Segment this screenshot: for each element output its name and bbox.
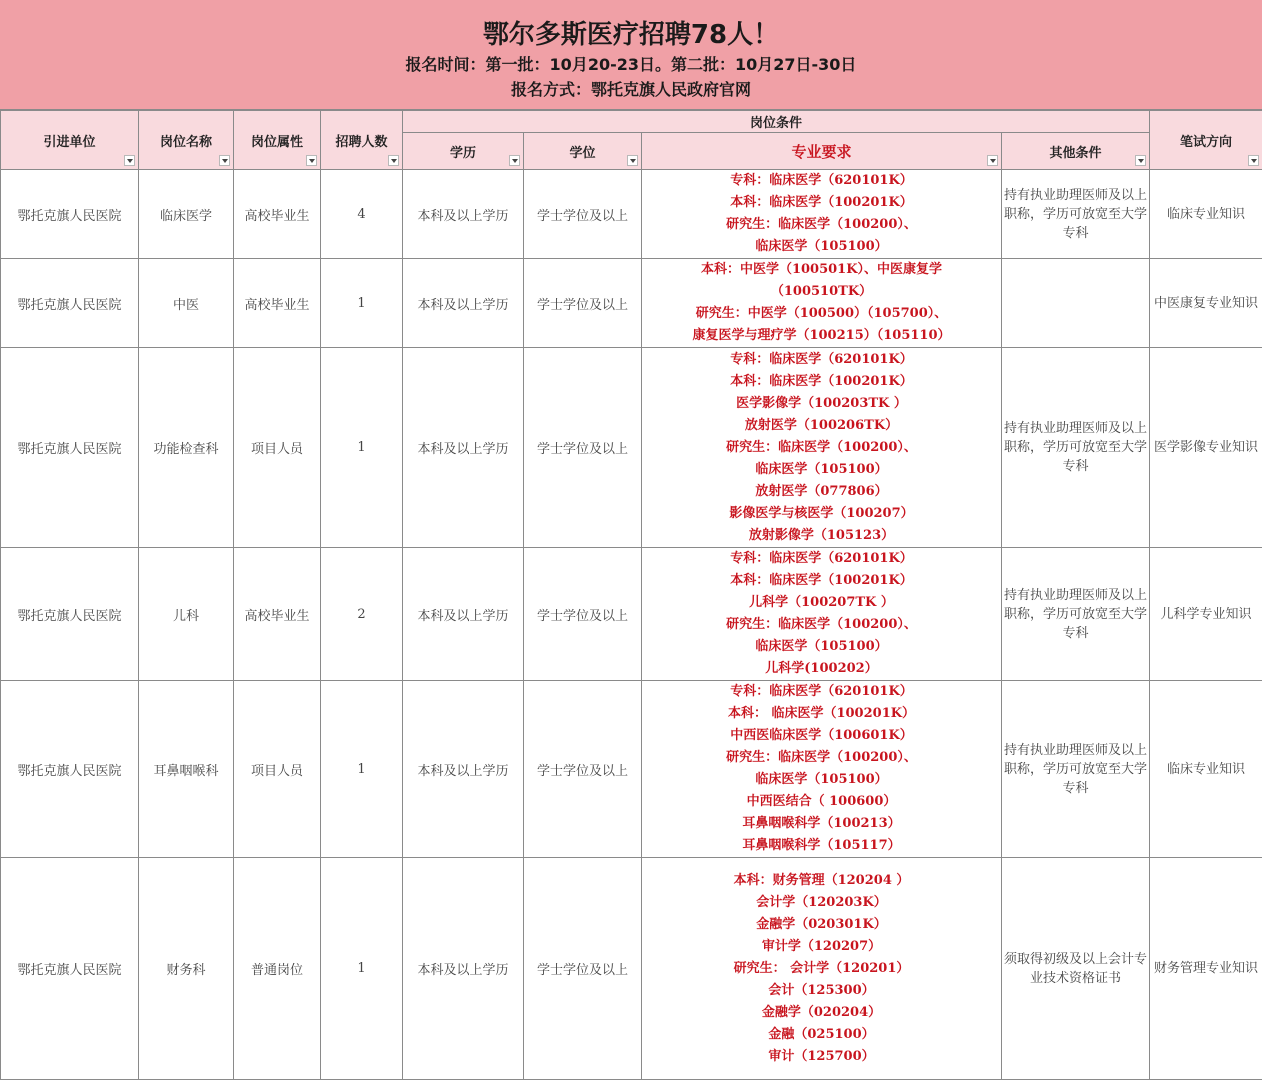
header-other: 其他条件	[1002, 133, 1150, 170]
table-row	[1, 548, 1262, 681]
post-type-cell: 项目人员	[234, 348, 321, 548]
major-line: 本科：中医学（100501K）、中医康复学	[700, 262, 943, 277]
count-cell: 1	[321, 681, 403, 858]
major-cell	[642, 259, 1002, 348]
count-cell: 1	[321, 858, 403, 1080]
major-cell	[642, 681, 1002, 858]
post-name-cell: 儿科	[139, 548, 234, 681]
education-cell: 本科及以上学历	[403, 858, 524, 1080]
degree-cell: 学士学位及以上	[524, 170, 642, 259]
major-line: 审计学（120207）	[761, 938, 882, 954]
header-unit: 引进单位	[1, 111, 139, 170]
major-line: 金融学（020204）	[761, 1004, 882, 1020]
post-name-cell: 临床医学	[139, 170, 234, 259]
exam-direction-cell: 临床专业知识	[1150, 681, 1262, 858]
filter-dropdown-icon[interactable]	[987, 155, 998, 166]
count-cell: 4	[321, 170, 403, 259]
filter-dropdown-icon[interactable]	[1248, 155, 1259, 166]
header-conditions: 岗位条件	[403, 111, 1150, 133]
table-row	[1, 170, 1262, 259]
major-line: 专科：临床医学（620101K）	[730, 351, 913, 367]
education-cell: 本科及以上学历	[403, 170, 524, 259]
count-cell: 1	[321, 259, 403, 348]
other-conditions-cell: 持有执业助理医师及以上职称，学历可放宽至大学专科	[1002, 348, 1150, 548]
count-cell: 1	[321, 348, 403, 548]
post-name-cell: 中医	[139, 259, 234, 348]
major-line: 耳鼻咽喉科学（100213）	[742, 816, 901, 831]
education-cell: 本科及以上学历	[403, 681, 524, 858]
title-banner	[0, 0, 1262, 110]
major-line: 研究生： 会计学（120201）	[733, 960, 910, 976]
major-line: 康复医学与理疗学（100215）（105110）	[692, 328, 951, 343]
education-cell: 本科及以上学历	[403, 259, 524, 348]
unit-cell: 鄂托克旗人民医院	[1, 170, 139, 259]
post-name-cell: 功能检查科	[139, 348, 234, 548]
filter-dropdown-icon[interactable]	[306, 155, 317, 166]
major-line: 中西医临床医学（100601K）	[730, 728, 913, 743]
unit-cell: 鄂托克旗人民医院	[1, 259, 139, 348]
major-line: 医学影像学（100203TK ）	[736, 395, 907, 411]
post-name-cell: 耳鼻咽喉科	[139, 681, 234, 858]
major-line: 审计（125700）	[768, 1048, 875, 1064]
page-title: 鄂尔多斯医疗招聘78人！	[482, 20, 780, 50]
education-cell: 本科及以上学历	[403, 348, 524, 548]
major-line: 本科： 临床医学（100201K）	[727, 706, 916, 721]
degree-cell: 学士学位及以上	[524, 259, 642, 348]
major-line: 金融（025100）	[768, 1026, 875, 1042]
registration-time: 报名时间：第一批：10月20-23日。第二批：10月27日-30日	[405, 55, 857, 74]
major-line: 临床医学（105100）	[755, 639, 888, 654]
header-post-name: 岗位名称	[139, 111, 234, 170]
header-exam: 笔试方向	[1150, 111, 1262, 170]
recruitment-table	[0, 110, 1262, 1080]
unit-cell: 鄂托克旗人民医院	[1, 681, 139, 858]
major-line: 专科：临床医学（620101K）	[730, 173, 913, 188]
degree-cell: 学士学位及以上	[524, 348, 642, 548]
table-row	[1, 259, 1262, 348]
filter-dropdown-icon[interactable]	[388, 155, 399, 166]
major-cell	[642, 548, 1002, 681]
other-conditions-cell: 持有执业助理医师及以上职称，学历可放宽至大学专科	[1002, 681, 1150, 858]
table-row	[1, 348, 1262, 548]
unit-cell: 鄂托克旗人民医院	[1, 858, 139, 1080]
major-line: 本科：临床医学（100201K）	[730, 573, 913, 588]
exam-direction-cell: 中医康复专业知识	[1150, 259, 1262, 348]
major-line: 金融学（020301K）	[756, 916, 887, 932]
major-line: 临床医学（105100）	[755, 239, 888, 254]
header-post-type: 岗位属性	[234, 111, 321, 170]
table-row	[1, 858, 1262, 1080]
major-line: 儿科学(100202）	[765, 661, 878, 676]
other-conditions-cell: 持有执业助理医师及以上职称，学历可放宽至大学专科	[1002, 548, 1150, 681]
filter-dropdown-icon[interactable]	[509, 155, 520, 166]
unit-cell: 鄂托克旗人民医院	[1, 548, 139, 681]
other-conditions-cell	[1002, 259, 1150, 348]
major-line: 研究生：临床医学（100200）、	[726, 617, 917, 632]
major-line: 专科：临床医学（620101K）	[730, 551, 913, 566]
post-name-cell: 财务科	[139, 858, 234, 1080]
exam-direction-cell: 儿科学专业知识	[1150, 548, 1262, 681]
filter-dropdown-icon[interactable]	[1135, 155, 1146, 166]
major-line: 临床医学（105100）	[755, 772, 888, 787]
degree-cell: 学士学位及以上	[524, 548, 642, 681]
major-line: 本科：临床医学（100201K）	[730, 195, 913, 210]
major-line: 放射医学（077806）	[755, 483, 888, 499]
major-line: 研究生：临床医学（100200）、	[726, 217, 917, 232]
major-line: 儿科学（100207TK ）	[749, 595, 894, 610]
degree-cell: 学士学位及以上	[524, 858, 642, 1080]
major-line: 放射医学（100206TK）	[744, 417, 899, 433]
post-type-cell: 高校毕业生	[234, 170, 321, 259]
count-cell: 2	[321, 548, 403, 681]
major-line: 会计（125300）	[768, 982, 875, 998]
major-line: 研究生：中医学（100500）（105700）、	[695, 306, 948, 321]
major-line: 专科：临床医学（620101K）	[730, 684, 913, 699]
degree-cell: 学士学位及以上	[524, 681, 642, 858]
post-type-cell: 高校毕业生	[234, 259, 321, 348]
exam-direction-cell: 财务管理专业知识	[1150, 858, 1262, 1080]
header-degree: 学位	[524, 133, 642, 170]
major-line: 会计学（120203K）	[756, 894, 887, 910]
other-conditions-cell: 须取得初级及以上会计专业技术资格证书	[1002, 858, 1150, 1080]
table-row	[1, 681, 1262, 858]
header-major: 专业要求	[642, 133, 1002, 170]
education-cell: 本科及以上学历	[403, 548, 524, 681]
post-type-cell: 普通岗位	[234, 858, 321, 1080]
post-type-cell: 项目人员	[234, 681, 321, 858]
major-line: 研究生：临床医学（100200）、	[726, 750, 917, 765]
exam-direction-cell: 临床专业知识	[1150, 170, 1262, 259]
major-line: 中西医结合（ 100600）	[746, 794, 897, 809]
unit-cell: 鄂托克旗人民医院	[1, 348, 139, 548]
filter-dropdown-icon[interactable]	[219, 155, 230, 166]
filter-dropdown-icon[interactable]	[124, 155, 135, 166]
other-conditions-cell: 持有执业助理医师及以上职称，学历可放宽至大学专科	[1002, 170, 1150, 259]
header-education: 学历	[403, 133, 524, 170]
major-line: 放射影像学（105123）	[748, 527, 895, 543]
major-line: 耳鼻咽喉科学（105117）	[742, 838, 901, 853]
major-cell	[642, 170, 1002, 259]
header-count: 招聘人数	[321, 111, 403, 170]
major-line: （100510TK）	[770, 284, 873, 299]
post-type-cell: 高校毕业生	[234, 548, 321, 681]
major-cell	[642, 858, 1002, 1080]
major-line: 研究生：临床医学（100200）、	[726, 439, 917, 455]
major-line: 本科：临床医学（100201K）	[730, 373, 913, 389]
major-line: 影像医学与核医学（100207）	[729, 505, 914, 521]
major-cell	[642, 348, 1002, 548]
major-line: 本科：财务管理（120204 ）	[733, 872, 910, 888]
registration-method: 报名方式：鄂托克旗人民政府官网	[510, 80, 751, 99]
filter-dropdown-icon[interactable]	[627, 155, 638, 166]
major-line: 临床医学（105100）	[755, 461, 888, 477]
exam-direction-cell: 医学影像专业知识	[1150, 348, 1262, 548]
